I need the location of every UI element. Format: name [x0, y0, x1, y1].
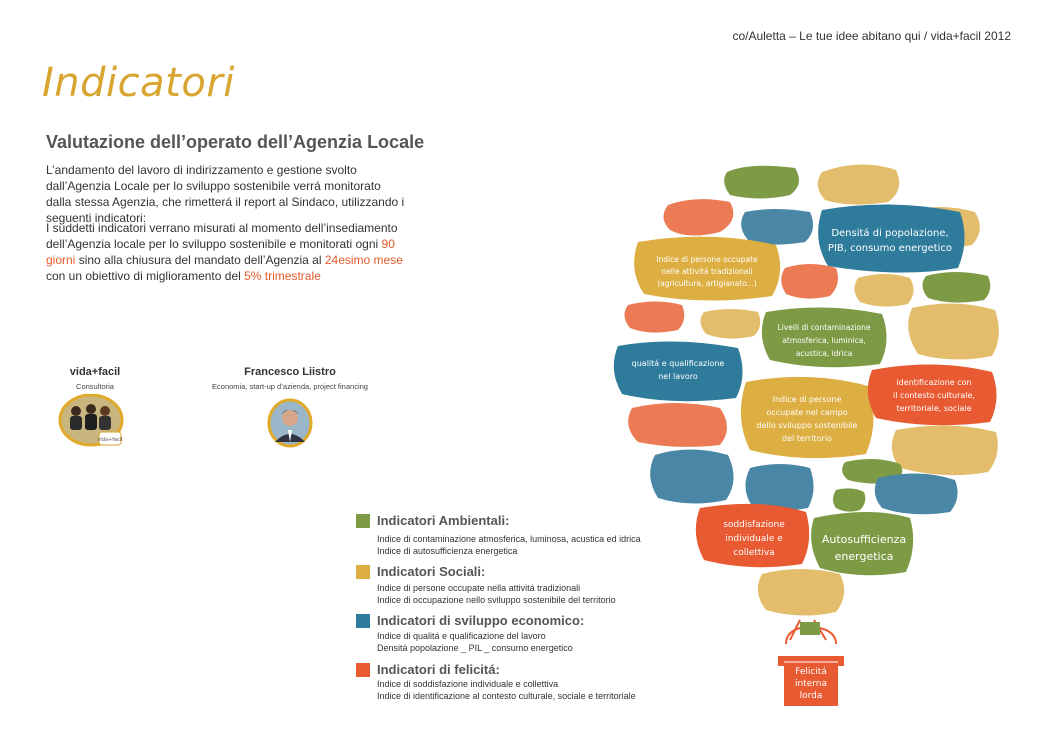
identificazione-bubble: [868, 364, 997, 425]
legend-item: Indice di persone occupate nella attivitá tradizionali: [377, 583, 581, 593]
autosufficienza-bubble: [811, 512, 913, 575]
legend-title-economico: Indicatori di sviluppo economico:: [377, 613, 585, 628]
bubble-line: atmosferica, luminica,: [782, 336, 866, 345]
section-subtitle: Valutazione dell’operato dell’Agenzia Locale: [46, 132, 425, 152]
measure-text-1: I suddetti indicatori verrano misurati al momento dell’insediamento dell’Agenzia locale per lo sviluppo sostenibile e monitorati ogni: [46, 221, 398, 251]
stone: [700, 309, 760, 339]
bubble-line: acustica, idrica: [795, 349, 853, 358]
legend-item: Densitá popolazione _ PIL _ consumo energetico: [377, 643, 573, 653]
legend-item: Indice di identificazione al contesto culturale, sociale e territoriale: [377, 691, 636, 701]
bubble-line: del territorio: [782, 434, 832, 443]
stone: [781, 264, 838, 299]
stone: [650, 450, 733, 504]
legend-swatch-red: [356, 663, 370, 677]
legend-swatch-yellow: [356, 565, 370, 579]
person-francesco: [200, 366, 380, 391]
bubble-line: Livelli di contaminazione: [777, 323, 871, 332]
stone: [833, 488, 865, 511]
stone: [854, 274, 913, 307]
basket-line: interna: [794, 679, 828, 689]
header-credit: co/Auletta – Le tue idee abitano qui / vida+facil 2012: [732, 29, 1011, 43]
densita-bubble: [818, 204, 964, 272]
bubble-line: Indice di persone occupate: [656, 255, 758, 264]
stone: [922, 272, 990, 303]
legend-title-sociali: Indicatori Sociali:: [377, 564, 486, 579]
bubble-line: il contesto culturale,: [893, 391, 975, 400]
stone: [875, 473, 958, 514]
highlight-target: 5% trimestrale: [244, 269, 321, 283]
basket-line: Felicitá: [795, 667, 827, 677]
person-name: Francesco Liistro: [244, 366, 336, 378]
balloon-illustration: [600, 150, 1020, 710]
bubble-line: energetica: [834, 550, 894, 563]
bubble-line: Densitá di popolazione,: [831, 228, 949, 239]
page-title: Indicatori: [42, 60, 235, 106]
person-role: Economia, start-up d’azienda, project financing: [212, 382, 368, 391]
intro-paragraph: L’andamento del lavoro di indirizzamento e gestione svolto dall’Agenzia Locale per lo sviluppo sostenibile verrá monitorato dalla stessa Agenzia, che rimetterá il report al Sindaco, utilizzando i seguenti indicatori:: [46, 163, 405, 225]
measurement-paragraph: [46, 220, 408, 284]
legend-item: Indice di soddisfazione individuale e collettiva: [377, 679, 559, 689]
campo-bubble: [741, 377, 874, 458]
bubble-line: Autosufficienza: [821, 533, 907, 546]
basket-line: lorda: [799, 691, 823, 701]
vida-facil-logo: vida+facil: [97, 437, 123, 443]
balloon-connector: [800, 622, 820, 635]
stone: [818, 164, 899, 204]
soddisfazione-bubble: [696, 504, 809, 567]
stone: [724, 166, 799, 199]
balloon-basket: [778, 656, 844, 706]
stone: [892, 425, 998, 475]
stone: [628, 403, 727, 447]
bubble-line: nelle attivitá tradizionali: [661, 267, 753, 276]
balloon-rope: [820, 628, 836, 644]
measure-text-3: con un obiettivo di miglioramento del: [46, 269, 245, 283]
stone: [758, 569, 844, 616]
bubble-line: territoriale, sociale: [896, 404, 972, 413]
bubble-line: nel lavoro: [658, 372, 698, 381]
person-vida-facil: [40, 366, 150, 391]
stone: [624, 302, 684, 333]
bubble-line: (agricultura, artigianato...): [657, 279, 757, 288]
stone: [745, 464, 813, 511]
stone: [663, 199, 733, 235]
legend-item: Indice di autosufficienza energetica: [377, 546, 518, 556]
person-role: Consultoria: [76, 382, 114, 391]
occupate-bubble: [634, 237, 780, 301]
stone: [908, 303, 999, 359]
portrait-photo: [267, 398, 313, 448]
bubble-line: occupate nel campo: [766, 408, 848, 417]
legend-title-ambientali: Indicatori Ambientali:: [377, 513, 510, 528]
bubble-line: PIB, consumo energetico: [827, 243, 953, 254]
bubble-line: soddisfazione: [723, 520, 785, 530]
group-photo: [58, 394, 124, 448]
legend-item: Indice di occupazione nello sviluppo sostenibile del territorio: [377, 595, 616, 605]
highlight-frequency: 90 giorni: [46, 237, 395, 267]
legend-swatch-green: [356, 514, 370, 528]
legend-item: Indice di qualitá e qualificazione del lavoro: [377, 631, 546, 641]
measure-text-2: sino alla chiusura del mandato dell’Agenzia al: [75, 253, 325, 267]
qualita-bubble: [614, 341, 743, 401]
highlight-deadline: 24esimo mese: [324, 253, 403, 267]
livelli-bubble: [762, 307, 887, 367]
legend-title-felicita: Indicatori di felicitá:: [377, 662, 500, 677]
stone: [741, 209, 813, 245]
bubble-line: individuale e: [725, 534, 783, 544]
legend-item: Indice di contaminazione atmosferica, luminosa, acustica ed idrica: [377, 534, 641, 544]
bubble-line: qualitá e qualificazione: [631, 359, 725, 368]
bubble-line: collettiva: [733, 548, 775, 558]
bubble-line: identificazione con: [896, 378, 972, 387]
bubble-line: dello sviluppo sostenibile: [756, 421, 858, 430]
person-name: vida+facil: [69, 366, 121, 378]
bubble-line: Indice di persone: [772, 395, 842, 404]
legend-swatch-blue: [356, 614, 370, 628]
